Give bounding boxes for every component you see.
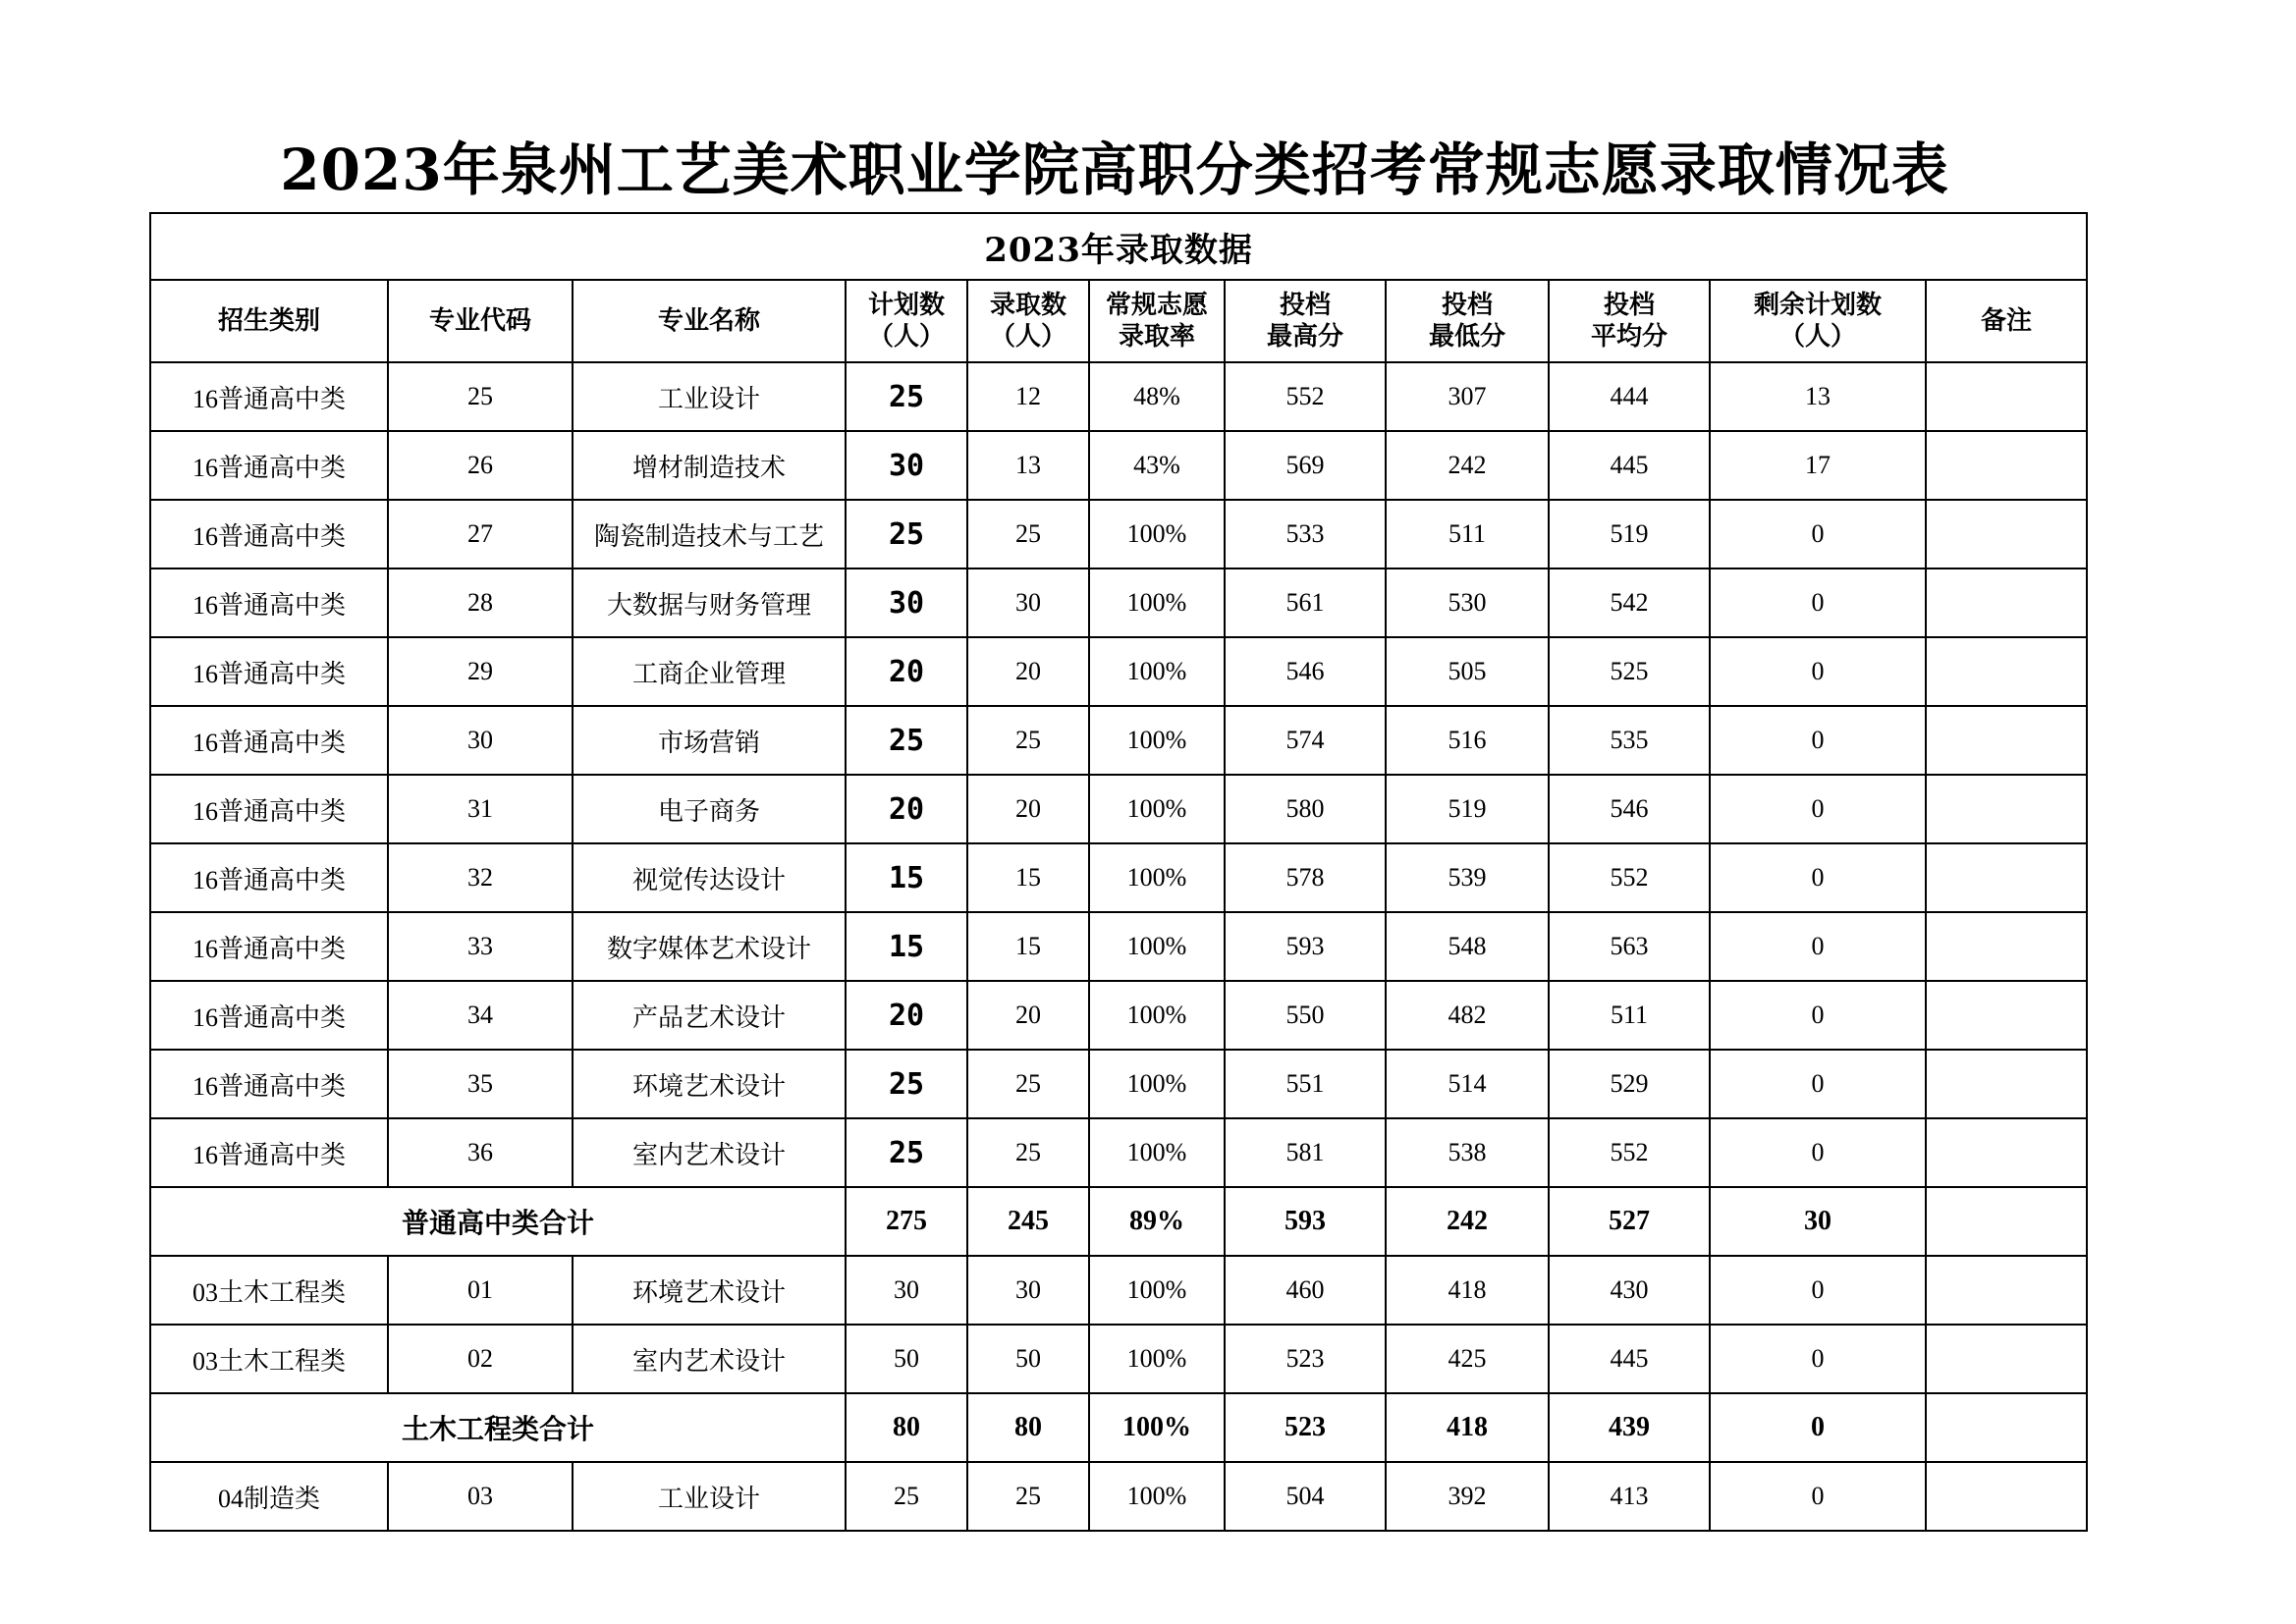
plan-cell: 20	[846, 775, 967, 843]
admitted-cell: 20	[967, 981, 1089, 1050]
plan-cell: 25	[846, 1118, 967, 1187]
table-row	[150, 568, 2087, 637]
header-rate	[1089, 280, 1225, 362]
plan-cell: 50	[846, 1325, 967, 1393]
avg-cell: 546	[1549, 775, 1710, 843]
note-cell	[1926, 843, 2087, 912]
category-cell: 16普通高中类	[150, 568, 388, 637]
header-min	[1386, 280, 1549, 362]
min-cell: 392	[1386, 1462, 1549, 1531]
max-cell: 561	[1225, 568, 1386, 637]
table-row	[150, 500, 2087, 568]
avg-cell: 552	[1549, 1118, 1710, 1187]
admitted-cell: 12	[967, 362, 1089, 431]
min-cell: 425	[1386, 1325, 1549, 1393]
admitted-cell: 30	[967, 568, 1089, 637]
min-cell: 548	[1386, 912, 1549, 981]
max-cell: 546	[1225, 637, 1386, 706]
subtotal-min-cell: 418	[1386, 1393, 1549, 1462]
major-cell: 增材制造技术	[573, 431, 846, 500]
plan-cell: 25	[846, 706, 967, 775]
avg-cell: 519	[1549, 500, 1710, 568]
subtotal-avg-cell: 439	[1549, 1393, 1710, 1462]
note-cell	[1926, 706, 2087, 775]
admitted-cell: 25	[967, 1050, 1089, 1118]
min-cell: 516	[1386, 706, 1549, 775]
page-title: 2023年泉州工艺美术职业学院高职分类招考常规志愿录取情况表	[280, 136, 1949, 203]
plan-cell: 30	[846, 568, 967, 637]
major-cell: 数字媒体艺术设计	[573, 912, 846, 981]
avg-cell: 413	[1549, 1462, 1710, 1531]
remaining-cell: 0	[1710, 912, 1926, 981]
code-cell: 31	[388, 775, 573, 843]
major-cell: 环境艺术设计	[573, 1256, 846, 1325]
note-cell	[1926, 1118, 2087, 1187]
header-avg	[1549, 280, 1710, 362]
subtotal-rate-cell: 89%	[1089, 1187, 1225, 1256]
table-row	[150, 981, 2087, 1050]
min-cell: 242	[1386, 431, 1549, 500]
max-cell: 552	[1225, 362, 1386, 431]
remaining-cell: 0	[1710, 568, 1926, 637]
subtotal-label: 土木工程类合计	[150, 1393, 846, 1462]
max-cell: 550	[1225, 981, 1386, 1050]
plan-cell: 25	[846, 362, 967, 431]
avg-cell: 535	[1549, 706, 1710, 775]
rate-cell: 48%	[1089, 362, 1225, 431]
category-cell: 16普通高中类	[150, 431, 388, 500]
header-admitted-line2: （人）	[989, 322, 1066, 352]
table-row	[150, 1325, 2087, 1393]
subtotal-remaining-cell: 0	[1710, 1393, 1926, 1462]
header-admitted-line1: 录取数	[989, 291, 1066, 320]
major-cell: 环境艺术设计	[573, 1050, 846, 1118]
subtotal-min-cell: 242	[1386, 1187, 1549, 1256]
subtotal-row	[150, 1187, 2087, 1256]
min-cell: 514	[1386, 1050, 1549, 1118]
category-cell: 03土木工程类	[150, 1256, 388, 1325]
major-cell: 产品艺术设计	[573, 981, 846, 1050]
subtotal-admitted-cell: 245	[967, 1187, 1089, 1256]
category-cell: 16普通高中类	[150, 912, 388, 981]
header-category: 招生类别	[150, 280, 388, 362]
table-row	[150, 1050, 2087, 1118]
code-cell: 01	[388, 1256, 573, 1325]
header-min-line2: 最低分	[1428, 322, 1505, 352]
remaining-cell: 13	[1710, 362, 1926, 431]
code-cell: 29	[388, 637, 573, 706]
note-cell	[1926, 1325, 2087, 1393]
rate-cell: 100%	[1089, 1462, 1225, 1531]
max-cell: 533	[1225, 500, 1386, 568]
remaining-cell: 0	[1710, 637, 1926, 706]
remaining-cell: 0	[1710, 706, 1926, 775]
header-note: 备注	[1926, 280, 2087, 362]
table-row	[150, 637, 2087, 706]
rate-cell: 100%	[1089, 706, 1225, 775]
header-rate-line1: 常规志愿	[1105, 291, 1208, 320]
avg-cell: 445	[1549, 431, 1710, 500]
note-cell	[1926, 1256, 2087, 1325]
rate-cell: 100%	[1089, 775, 1225, 843]
code-cell: 25	[388, 362, 573, 431]
header-rate-line2: 录取率	[1118, 322, 1195, 352]
plan-cell: 20	[846, 637, 967, 706]
note-cell	[1926, 1462, 2087, 1531]
subtotal-plan-cell: 275	[846, 1187, 967, 1256]
major-cell: 工商企业管理	[573, 637, 846, 706]
remaining-cell: 0	[1710, 1256, 1926, 1325]
subtotal-max-cell: 593	[1225, 1187, 1386, 1256]
max-cell: 523	[1225, 1325, 1386, 1393]
admitted-cell: 20	[967, 637, 1089, 706]
max-cell: 504	[1225, 1462, 1386, 1531]
max-cell: 460	[1225, 1256, 1386, 1325]
code-cell: 26	[388, 431, 573, 500]
major-cell: 工业设计	[573, 1462, 846, 1531]
code-cell: 35	[388, 1050, 573, 1118]
subtotal-plan-cell: 80	[846, 1393, 967, 1462]
code-cell: 27	[388, 500, 573, 568]
code-cell: 03	[388, 1462, 573, 1531]
category-cell: 03土木工程类	[150, 1325, 388, 1393]
avg-cell: 542	[1549, 568, 1710, 637]
avg-cell: 430	[1549, 1256, 1710, 1325]
rate-cell: 100%	[1089, 637, 1225, 706]
rate-cell: 100%	[1089, 1118, 1225, 1187]
note-cell	[1926, 912, 2087, 981]
admitted-cell: 20	[967, 775, 1089, 843]
min-cell: 505	[1386, 637, 1549, 706]
remaining-cell: 17	[1710, 431, 1926, 500]
major-cell: 工业设计	[573, 362, 846, 431]
major-cell: 大数据与财务管理	[573, 568, 846, 637]
rate-cell: 100%	[1089, 843, 1225, 912]
plan-cell: 25	[846, 1050, 967, 1118]
category-cell: 16普通高中类	[150, 1050, 388, 1118]
table-row	[150, 1118, 2087, 1187]
plan-cell: 30	[846, 1256, 967, 1325]
rate-cell: 100%	[1089, 981, 1225, 1050]
category-cell: 16普通高中类	[150, 981, 388, 1050]
header-remaining-line1: 剩余计划数	[1753, 291, 1882, 320]
avg-cell: 445	[1549, 1325, 1710, 1393]
header-max	[1225, 280, 1386, 362]
table-banner: 2023年录取数据	[150, 213, 2087, 280]
header-min-line1: 投档	[1441, 291, 1493, 320]
header-remaining	[1710, 280, 1926, 362]
header-avg-line1: 投档	[1603, 291, 1655, 320]
code-cell: 33	[388, 912, 573, 981]
plan-cell: 30	[846, 431, 967, 500]
table-row	[150, 775, 2087, 843]
avg-cell: 529	[1549, 1050, 1710, 1118]
rate-cell: 100%	[1089, 912, 1225, 981]
max-cell: 578	[1225, 843, 1386, 912]
remaining-cell: 0	[1710, 843, 1926, 912]
plan-cell: 25	[846, 1462, 967, 1531]
table-row	[150, 362, 2087, 431]
note-cell	[1926, 981, 2087, 1050]
max-cell: 580	[1225, 775, 1386, 843]
major-cell: 电子商务	[573, 775, 846, 843]
table-banner-row	[150, 213, 2087, 280]
category-cell: 16普通高中类	[150, 500, 388, 568]
admitted-cell: 25	[967, 1462, 1089, 1531]
header-code: 专业代码	[388, 280, 573, 362]
remaining-cell: 0	[1710, 1325, 1926, 1393]
avg-cell: 563	[1549, 912, 1710, 981]
code-cell: 30	[388, 706, 573, 775]
min-cell: 538	[1386, 1118, 1549, 1187]
remaining-cell: 0	[1710, 981, 1926, 1050]
code-cell: 32	[388, 843, 573, 912]
note-cell	[1926, 362, 2087, 431]
table-row	[150, 843, 2087, 912]
subtotal-label: 普通高中类合计	[150, 1187, 846, 1256]
table-row	[150, 431, 2087, 500]
subtotal-max-cell: 523	[1225, 1393, 1386, 1462]
category-cell: 16普通高中类	[150, 775, 388, 843]
subtotal-note-cell	[1926, 1187, 2087, 1256]
rate-cell: 100%	[1089, 1256, 1225, 1325]
admitted-cell: 25	[967, 500, 1089, 568]
note-cell	[1926, 775, 2087, 843]
table-row	[150, 912, 2087, 981]
header-max-line1: 投档	[1279, 291, 1331, 320]
category-cell: 16普通高中类	[150, 706, 388, 775]
max-cell: 551	[1225, 1050, 1386, 1118]
remaining-cell: 0	[1710, 1118, 1926, 1187]
plan-cell: 15	[846, 912, 967, 981]
min-cell: 539	[1386, 843, 1549, 912]
subtotal-rate-cell: 100%	[1089, 1393, 1225, 1462]
admitted-cell: 25	[967, 1118, 1089, 1187]
major-cell: 陶瓷制造技术与工艺	[573, 500, 846, 568]
category-cell: 16普通高中类	[150, 1118, 388, 1187]
code-cell: 36	[388, 1118, 573, 1187]
header-admitted	[967, 280, 1089, 362]
header-plan-line1: 计划数	[867, 291, 945, 320]
avg-cell: 444	[1549, 362, 1710, 431]
header-major: 专业名称	[573, 280, 846, 362]
category-cell: 16普通高中类	[150, 362, 388, 431]
note-cell	[1926, 1050, 2087, 1118]
code-cell: 02	[388, 1325, 573, 1393]
subtotal-avg-cell: 527	[1549, 1187, 1710, 1256]
code-cell: 28	[388, 568, 573, 637]
major-cell: 视觉传达设计	[573, 843, 846, 912]
table-header-row	[150, 280, 2087, 362]
admitted-cell: 13	[967, 431, 1089, 500]
rate-cell: 100%	[1089, 568, 1225, 637]
max-cell: 581	[1225, 1118, 1386, 1187]
admission-table	[149, 212, 2088, 1532]
remaining-cell: 0	[1710, 775, 1926, 843]
category-cell: 16普通高中类	[150, 843, 388, 912]
subtotal-note-cell	[1926, 1393, 2087, 1462]
rate-cell: 100%	[1089, 1325, 1225, 1393]
major-cell: 室内艺术设计	[573, 1118, 846, 1187]
admitted-cell: 15	[967, 912, 1089, 981]
min-cell: 418	[1386, 1256, 1549, 1325]
plan-cell: 25	[846, 500, 967, 568]
remaining-cell: 0	[1710, 500, 1926, 568]
avg-cell: 525	[1549, 637, 1710, 706]
min-cell: 307	[1386, 362, 1549, 431]
subtotal-admitted-cell: 80	[967, 1393, 1089, 1462]
max-cell: 574	[1225, 706, 1386, 775]
category-cell: 16普通高中类	[150, 637, 388, 706]
major-cell: 市场营销	[573, 706, 846, 775]
category-cell: 04制造类	[150, 1462, 388, 1531]
min-cell: 519	[1386, 775, 1549, 843]
admitted-cell: 30	[967, 1256, 1089, 1325]
min-cell: 530	[1386, 568, 1549, 637]
table-row	[150, 706, 2087, 775]
subtotal-remaining-cell: 30	[1710, 1187, 1926, 1256]
rate-cell: 43%	[1089, 431, 1225, 500]
rate-cell: 100%	[1089, 1050, 1225, 1118]
table-row	[150, 1256, 2087, 1325]
header-remaining-line2: （人）	[1778, 322, 1856, 352]
header-plan	[846, 280, 967, 362]
max-cell: 593	[1225, 912, 1386, 981]
note-cell	[1926, 637, 2087, 706]
note-cell	[1926, 568, 2087, 637]
code-cell: 34	[388, 981, 573, 1050]
subtotal-row	[150, 1393, 2087, 1462]
major-cell: 室内艺术设计	[573, 1325, 846, 1393]
plan-cell: 15	[846, 843, 967, 912]
note-cell	[1926, 431, 2087, 500]
header-plan-line2: （人）	[867, 322, 945, 352]
max-cell: 569	[1225, 431, 1386, 500]
avg-cell: 552	[1549, 843, 1710, 912]
table-row	[150, 1462, 2087, 1531]
min-cell: 482	[1386, 981, 1549, 1050]
admitted-cell: 50	[967, 1325, 1089, 1393]
avg-cell: 511	[1549, 981, 1710, 1050]
admitted-cell: 15	[967, 843, 1089, 912]
remaining-cell: 0	[1710, 1050, 1926, 1118]
header-max-line2: 最高分	[1266, 322, 1343, 352]
rate-cell: 100%	[1089, 500, 1225, 568]
header-avg-line2: 平均分	[1590, 322, 1667, 352]
min-cell: 511	[1386, 500, 1549, 568]
admitted-cell: 25	[967, 706, 1089, 775]
remaining-cell: 0	[1710, 1462, 1926, 1531]
note-cell	[1926, 500, 2087, 568]
plan-cell: 20	[846, 981, 967, 1050]
